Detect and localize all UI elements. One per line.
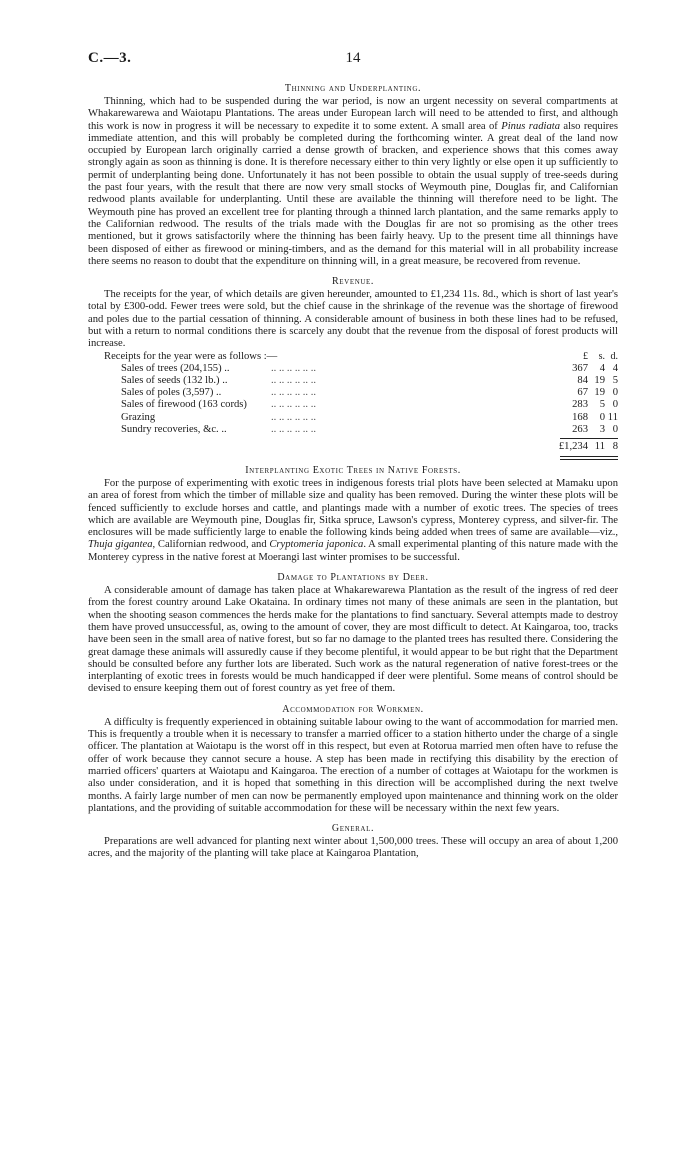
report-code: C.—3. (88, 50, 132, 66)
page-number: 14 (345, 50, 361, 66)
total-pounds: £1,234 (558, 440, 588, 452)
receipt-row (121, 412, 618, 424)
receipts-intro (104, 351, 618, 363)
receipt-row (121, 387, 618, 399)
section-heading: Damage to Plantations by Deer. (277, 572, 429, 584)
receipt-label: Grazing (121, 411, 156, 423)
receipt-pence: 0 (612, 399, 618, 411)
receipt-shillings: 19 (594, 375, 605, 387)
section-paragraph: Preparations are well advanced for planting next winter about 1,500,000 trees. These will occupy an area of about 1,200 acres, and the majority of the planting will take place at Kaingaroa Plantation, (88, 836, 618, 860)
receipt-shillings: 19 (594, 387, 605, 399)
section-paragraph: Thinning, which had to be suspended during the war period, is now an urgent necessity on several compartments at Whakarewarewa and Waiotapu Plantations. The areas under European larch will need to be attended to first, and although this work is now in progress it will be necessary to expedite it to some extent. A small area of Pinus radiata also requires immediate attention, and this will probably be completed during the forthcoming winter. A great deal of the land now occupied by European larch originally carried a dense growth of bracken, and experience shows that this comes away strongly again as soon as thinning is done. It is therefore necessary either to thin very lightly or else open it up sufficiently to permit of underplanting being done. Unfortunately it has not been possible to obtain the usual supply of tree-seeds during the past four years, with the result that there are now very small stocks of Weymouth pine, Douglas fir, and Californian redwood plants available for underplanting. Until these are available the thinning will therefore need to be light. The Weymouth pine has proved an excellent tree for planting through a thinned larch plantation, and the same remarks apply to the Californian redwood. The results of the trials made with the Douglas fir are not so promising as the other trees mentioned, but it grows satisfactorily where the thinning has been fairly heavy. Up to the present time all thinnings have been disposed of either as firewood or mining-timbers, and as the demand for this material will in all probability increase there seems no reason to doubt that the expenditure on thinning will, in a great measure, be recovered from revenue. (88, 96, 618, 267)
section-thinning (88, 83, 618, 268)
receipts-intro-text: Receipts for the year were as follows :— (104, 350, 278, 362)
page-body (88, 83, 618, 869)
receipt-pence: 0 (612, 423, 618, 435)
receipt-label: Sales of trees (204,155) .. (121, 362, 230, 374)
receipt-row (121, 375, 618, 387)
receipt-pounds: 283 (572, 399, 588, 411)
total-shillings: 11 (594, 440, 605, 452)
pounds-header: £ (583, 350, 588, 362)
receipt-shillings: 0 (599, 411, 605, 423)
receipt-label: Sales of seeds (132 lb.) .. (121, 375, 228, 387)
section-paragraph: A considerable amount of damage has taken place at Whakarewarewa Plantation as the result of the ingress of red deer from the forest country around Lake Okataina. In ordinary times not many of these animals are seen in the plantation, but when the shooting season commences the herds make for the plantations to find sanctuary. Several attempts made to destroy them have proved unsuccessful, as, owing to the amount of cover, they are most difficult to detect. At Kaingaroa, too, tracks have been seen in the small area of native forest, but so far no damage to the planted trees has resulted there. Considering the great damage these animals will assuredly cause if they become plentiful, it would appear to be but right that the Department should be consulted before any further lots are liberated. Such work as the natural regeneration of native forest-trees or the interplanting of exotic trees in forests would be much handicapped if deer were plentiful. Some means of control should be devised to ensure keeping them out of forest country as yet free of them. (88, 585, 618, 695)
receipt-pounds: 168 (572, 411, 588, 423)
section-heading: General. (331, 823, 375, 835)
receipt-total-row (121, 441, 618, 455)
receipt-pounds: 367 (572, 362, 588, 374)
section-accommodation (88, 704, 618, 815)
receipt-row (121, 363, 618, 375)
section-revenue (88, 276, 618, 461)
receipt-pounds: 263 (572, 423, 588, 435)
leader-dots: .. .. .. .. .. .. (271, 399, 317, 411)
receipt-shillings: 4 (599, 362, 605, 374)
section-paragraph: The receipts for the year, of which details are given hereunder, amounted to £1,234 11s. 8d., which is short of last year's total by £300-odd. Fewer trees were sold, but the chief cause in the shrinkage of the revenue was the shortage of firewood and poles due to the partial cessation of thinning. A considerable amount of business in both these lines had to be refused, but with a return to normal conditions there is scarcely any doubt that the revenue from the disposal of forest products will increase. (88, 289, 618, 350)
leader-dots: .. .. .. .. .. .. (271, 387, 317, 399)
leader-dots: .. .. .. .. .. .. (271, 411, 317, 423)
shillings-header: s. (598, 350, 605, 362)
receipt-pence: 0 (612, 387, 618, 399)
receipt-row (121, 399, 618, 411)
total-pence: 8 (612, 440, 618, 452)
leader-dots: .. .. .. .. .. .. (271, 362, 317, 374)
section-paragraph: A difficulty is frequently experienced in obtaining suitable labour owing to the want of accommodation for married men. This is frequently a trouble when it is necessary to transfer a married officer to a station hitherto under the charge of a single officer. The plantation at Waiotapu is the worst off in this respect, but even at Rotorua married men often have to refuse the offer of work because they cannot secure a house. A step has been made in rectifying this disability by the erection of married officers' quarters at Waiotapu and Kaingaroa. The erection of a number of cottages at Waiotapu for the workmen is also under consideration, and it is hoped that something in this direction will be accomplished during the next twelve months. A fairly large number of men can now be permanently employed upon maintenance and thinning work on the older plantations, and the providing of suitable accommodation for these will be necessary within the next few years. (88, 716, 618, 814)
page-header (88, 50, 618, 72)
leader-dots: .. .. .. .. .. .. (271, 423, 317, 435)
section-heading: Interplanting Exotic Trees in Native Forests. (245, 464, 461, 476)
total-double-rule (88, 455, 618, 461)
receipt-pence: 5 (612, 375, 618, 387)
section-heading: Revenue. (332, 276, 374, 288)
currency-headers (563, 351, 618, 363)
receipt-shillings: 3 (599, 423, 605, 435)
receipt-label: Sales of firewood (163 cords) (121, 399, 247, 411)
pence-header: d. (610, 350, 618, 362)
leader-dots: .. .. .. .. .. .. (271, 375, 317, 387)
section-general (88, 823, 618, 861)
receipt-pence: 4 (612, 362, 618, 374)
section-paragraph: For the purpose of experimenting with exotic trees in indigenous forests trial plots have been selected at Mamaku upon an area of forest from which the timber of millable size and quality has been removed. During the winter these plots will be fenced sufficiently to exclude horses and cattle, and plantings made with a number of exotic trees. The species of trees which are available are Weymouth pine, Douglas fir, Sitka spruce, Lawson's cypress, Monterey cypress, and silver-fir. The enclosures will be made sufficiently large to enable the following kinds being added when trees of same are available—viz., Thuja gigantea, Californian redwood, and Cryptomeria japonica. A small experimental planting of this nature made with the Monterey cypress in the native forest at Moerangi last winter promises to be successful. (88, 477, 618, 563)
section-heading: Accommodation for Workmen. (282, 703, 424, 715)
receipt-label: Sales of poles (3,597) .. (121, 387, 222, 399)
receipt-pounds: 67 (577, 387, 588, 399)
receipt-pounds: 84 (577, 375, 588, 387)
section-deer (88, 572, 618, 696)
receipts-table (88, 363, 618, 461)
section-interplanting (88, 465, 618, 564)
receipt-label: Sundry recoveries, &c. .. (121, 423, 227, 435)
receipt-row (121, 424, 618, 436)
section-heading: Thinning and Underplanting. (284, 83, 422, 94)
receipt-pence: 11 (607, 411, 618, 423)
receipt-shillings: 5 (599, 399, 605, 411)
